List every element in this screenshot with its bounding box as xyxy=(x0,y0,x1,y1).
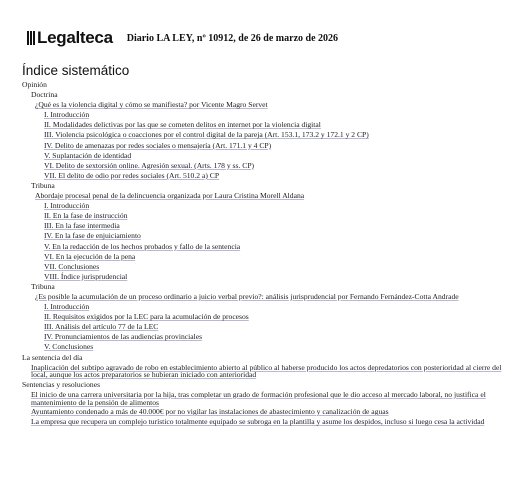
toc-link[interactable]: IV. Delito de amenazas por redes sociales o mensajería (Art. 171.1 y 4 CP) xyxy=(44,140,272,150)
toc-link[interactable]: II. En la fase de instrucción xyxy=(44,211,128,221)
toc-link[interactable]: II. Requisitos exigidos por la LEC para la acumulación de procesos xyxy=(44,312,249,322)
toc-section-heading: Doctrina xyxy=(31,90,58,100)
toc-link[interactable]: VI. En la ejecución de la pena xyxy=(44,251,136,261)
toc-section-heading: Tribuna xyxy=(31,281,55,291)
toc-link[interactable]: ¿Es posible la acumulación de un proceso ordinario a juicio verbal previo?: análisis jurisprudencial por Fernando Fernández-Cotta Andrade xyxy=(35,291,459,301)
toc-link[interactable]: La empresa que recupera un complejo turístico totalmente equipado se subroga en la plantilla y asume los despidos, incluso si luego cesa la actividad xyxy=(31,417,485,427)
toc-link[interactable]: Inaplicación del subtipo agravado de robo en establecimiento abierto al público al haberse producido los actos depredatorios con posterioridad al cierre del local, aunque los actos preparatorios se hubieran iniciado con anterioridad xyxy=(31,362,502,380)
toc-link[interactable]: III. Violencia psicológica o coacciones por el control digital de la pareja (Art. 153.1, 173.2 y 172.1 y 2 CP) xyxy=(44,130,369,140)
toc-link[interactable]: VI. Delito de sextorsión online. Agresión sexual. (Arts. 178 y ss. CP) xyxy=(44,160,255,170)
toc-link[interactable]: I. Introducción xyxy=(44,302,90,312)
toc-link[interactable]: I. Introducción xyxy=(44,110,90,120)
toc-link[interactable]: V. En la redacción de los hechos probados y fallo de la sentencia xyxy=(44,241,241,251)
logo-text: Legalteca xyxy=(37,28,113,47)
toc-link[interactable]: V. Conclusiones xyxy=(44,342,94,352)
toc-section-heading: Sentencias y resoluciones xyxy=(22,379,101,389)
toc-link[interactable]: IV. En la fase de enjuiciamiento xyxy=(44,231,141,241)
toc-link[interactable]: III. Análisis del artículo 77 de la LEC xyxy=(44,322,159,332)
toc-section-heading: Tribuna xyxy=(31,180,55,190)
issue-title: Diario LA LEY, nº 10912, de 26 de marzo de 2026 xyxy=(126,32,339,44)
toc-link[interactable]: III. En la fase intermedia xyxy=(44,221,120,231)
document-header xyxy=(27,28,338,48)
toc-link[interactable]: ¿Qué es la violencia digital y cómo se manifiesta? por Vicente Magro Servet xyxy=(35,100,268,110)
toc-link[interactable]: I. Introducción xyxy=(44,201,90,211)
legalteca-logo[interactable] xyxy=(27,29,113,47)
toc-link[interactable]: VIII. Índice jurisprudencial xyxy=(44,271,128,281)
toc-section-heading: Opinión xyxy=(22,80,47,89)
page-title: Índice sistemático xyxy=(22,63,130,78)
toc-link[interactable]: Abordaje procesal penal de la delincuencia organizada por Laura Cristina Morell Aldana xyxy=(35,191,305,201)
table-of-contents xyxy=(0,80,522,427)
toc-link[interactable]: V. Suplantación de identidad xyxy=(44,150,132,160)
toc-link[interactable]: VII. Conclusiones xyxy=(44,261,100,271)
toc-link[interactable]: El inicio de una carrera universitaria por la hija, tras completar un grado de formación profesional que le dio acceso al mercado laboral, no justifica el mantenimiento de la pensión de alimentos xyxy=(31,389,486,407)
logo-bars-icon xyxy=(27,31,36,45)
toc-link[interactable]: VII. El delito de odio por redes sociales (Art. 510.2 a) CP xyxy=(44,170,220,180)
toc-link[interactable]: IV. Pronunciamientos de las audiencias provinciales xyxy=(44,332,203,342)
toc-section-heading: La sentencia del día xyxy=(22,352,83,362)
toc-link[interactable]: II. Modalidades delictivas por las que se cometen delitos en internet por la violencia digital xyxy=(44,120,321,130)
toc-link[interactable]: Ayuntamiento condenado a más de 40.000€ por no vigilar las instalaciones de abastecimiento y canalización de aguas xyxy=(31,407,389,417)
